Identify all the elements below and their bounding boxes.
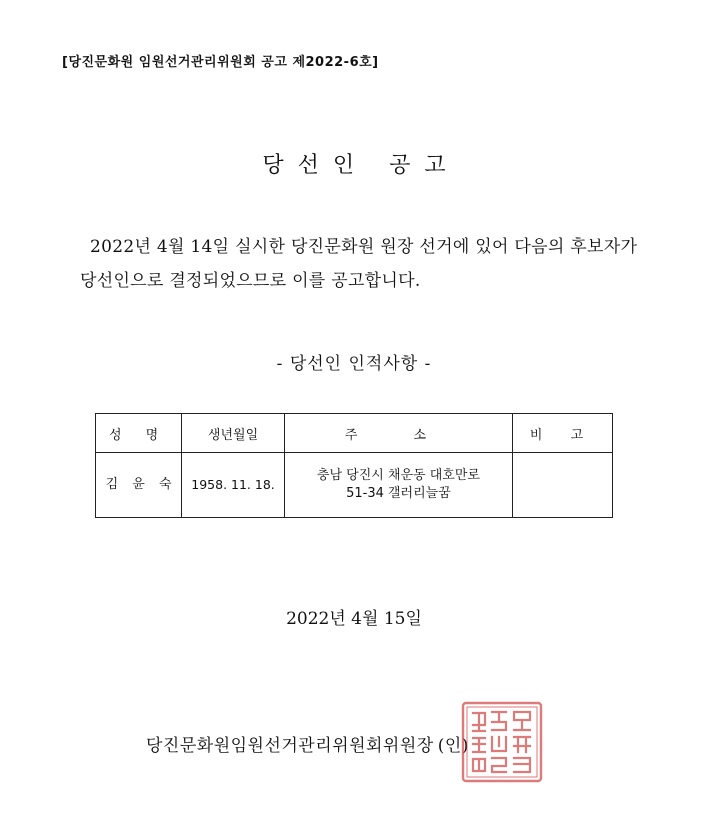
cell-name: 김 윤 숙	[96, 453, 182, 518]
body-paragraph: 2022년 4월 14일 실시한 당진문화원 원장 선거에 있어 다음의 후보자가 당선인으로 결정되었으므로 이를 공고합니다.	[80, 237, 638, 291]
document-title: 당선인 공고	[262, 153, 460, 178]
seal-glyphs	[473, 712, 530, 772]
cell-address	[284, 453, 512, 518]
winner-table	[95, 413, 613, 518]
header-birth-date-label: 생년월일	[207, 427, 259, 443]
header-name-label: 성 명	[108, 427, 169, 443]
cell-birth-date: 1958. 11. 18.	[182, 453, 285, 518]
address-line-2: 51-34 갤러리늘꿈	[346, 486, 451, 501]
cell-note	[513, 453, 613, 518]
official-seal-stamp	[460, 700, 544, 784]
header-note-label: 비 고	[529, 427, 596, 443]
address-line-1: 충남 당진시 채운동 대호만로	[316, 468, 480, 483]
notice-number: [당진문화원 임원선거관리위원회 공고 제2022-6호]	[62, 55, 379, 70]
header-name	[96, 414, 182, 453]
table-header-row	[96, 414, 613, 453]
header-address-label: 주 소	[344, 427, 453, 443]
seal-mark: (인)	[437, 736, 469, 756]
table-row	[96, 453, 613, 518]
issuer-line	[146, 731, 469, 756]
header-note	[513, 414, 613, 453]
header-birth-date	[182, 414, 285, 453]
issue-date: 2022년 4월 15일	[286, 609, 422, 629]
header-address	[284, 414, 512, 453]
section-heading: - 당선인 인적사항 -	[276, 354, 432, 374]
issuer-name: 당진문화원임원선거관리위원회위원장	[146, 736, 434, 756]
